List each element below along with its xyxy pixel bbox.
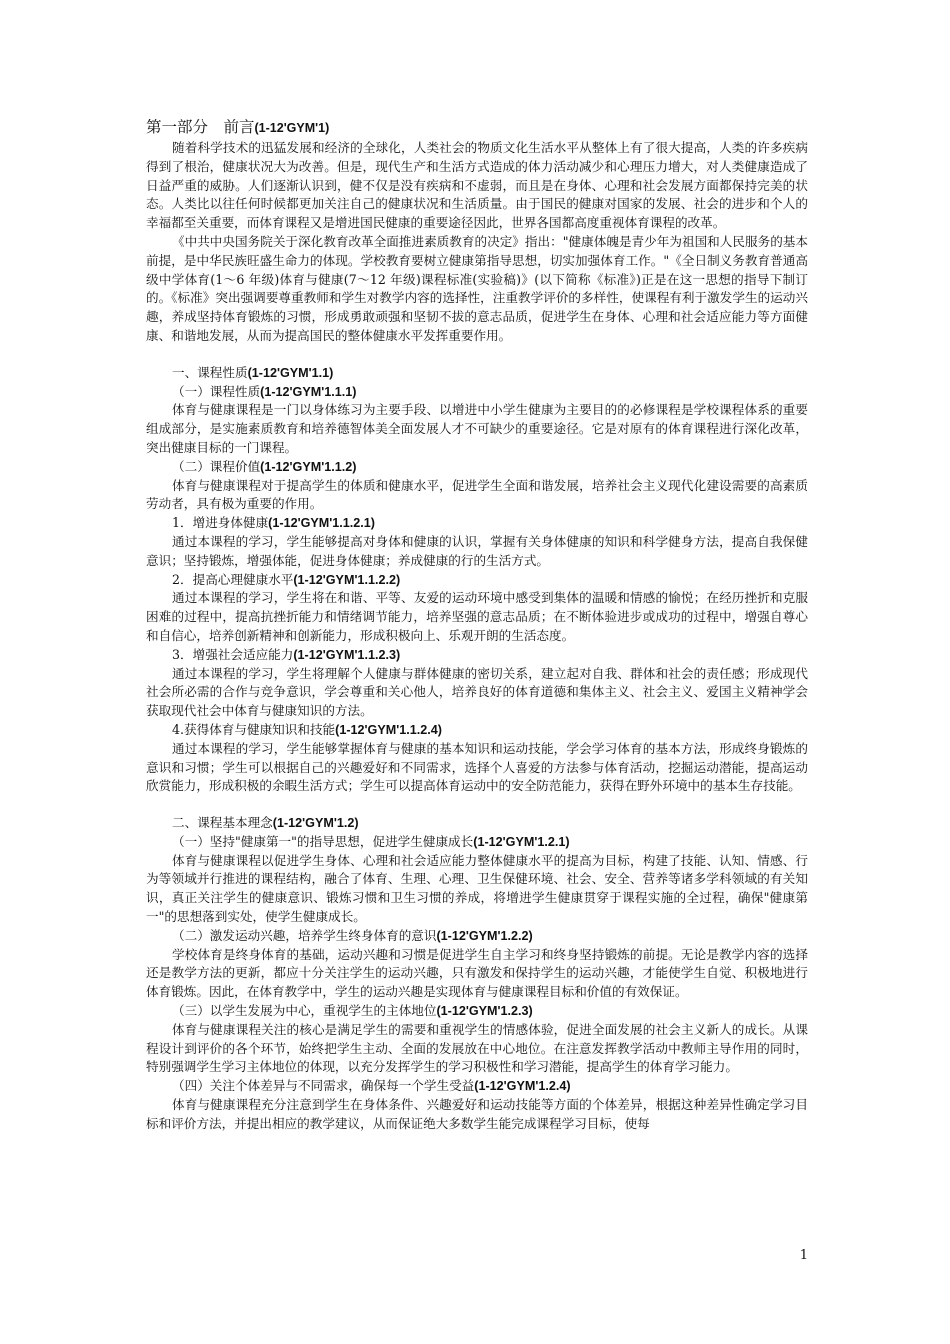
value-item-paragraph-2: 通过本课程的学习，学生将在和谐、平等、友爱的运动环境中感受到集体的温暖和情感的愉悦；在经历挫折和克服困难的过程中，提高抗挫折能力和情绪调节能力，培养坚强的意志品质；在不断体验进步或成功的过程中，增强自尊心和自信心，培养创新精神和创新能力，形成积极向上、乐观开朗的生活态度。 <box>146 590 808 643</box>
value-item-heading-1 <box>146 514 808 533</box>
value-item-text: 1．增进身体健康 <box>172 515 269 531</box>
concept-heading-code: (1-12'GYM'1.2.1) <box>473 834 570 849</box>
section1-sub2-paragraph: 体育与健康课程对于提高学生的体质和健康水平，促进学生全面和谐发展，培养社会主义现代化建设需要的高素质劳动者，具有极为重要的作用。 <box>146 477 808 512</box>
concept-heading-1 <box>146 833 808 852</box>
section1-heading-text: 一、课程性质 <box>172 364 248 380</box>
value-item-code: (1-12'GYM'1.1.2.1) <box>268 516 375 531</box>
intro-paragraph-2: 《中共中央国务院关于深化教育改革全面推进素质教育的决定》指出："健康体魄是青少年为祖国和人民服务的基本前提，是中华民族旺盛生命力的体现。学校教育要树立健康第指导思想，切实加强体育工作。"《全日制义务教育普通高级中学体育(1～6 年级)体育与健康(7～12 年级)课程标准(实验稿)》(以下简称《标准》)正是在这一思想的指导下制订的。《标准》突出强调要尊重教师和学生对教学内容的选择性，注重教学评价的多样性，使课程有利于激发学生的运动兴趣，养成坚持体育锻炼的习惯，形成勇敢顽强和坚韧不拔的意志品质，促进学生在身体、心理和社会适应能力等方面健康、和谐地发展，从而为提高国民的整体健康水平发挥重要作用。 <box>146 233 808 343</box>
section1-heading <box>146 364 808 383</box>
section-spacer <box>146 796 808 814</box>
section1-sub1-paragraph: 体育与健康课程是一门以身体练习为主要手段、以增进中小学生健康为主要目的的必修课程是学校课程体系的重要组成部分，是实施素质教育和培养德智体美全面发展人才不可缺少的重要途径。它是对原有的体育课程进行深化改革，突出健康目标的一门课程。 <box>146 402 808 455</box>
section-spacer <box>146 346 808 364</box>
value-item-paragraph-4: 通过本课程的学习，学生能够掌握体育与健康的基本知识和运动技能，学会学习体育的基本方法，形成终身锻炼的意识和习惯；学生可以根据自己的兴趣爱好和不同需求，选择个人喜爱的方法参与体育活动，挖掘运动潜能，提高运动欣赏能力，形成积极的余暇生活方式；学生可以提高体育运动中的安全防范能力，获得在野外环境中的基本生存技能。 <box>146 740 808 794</box>
section1-sub1-text: （一）课程性质 <box>172 383 261 399</box>
section2-heading <box>146 814 808 833</box>
value-item-text: 4.获得体育与健康知识和技能 <box>172 721 336 737</box>
page-number: 1 <box>799 1248 808 1263</box>
section2-heading-text: 二、课程基本理念 <box>172 815 273 831</box>
value-item-heading-4 <box>146 721 808 740</box>
value-item-paragraph-3: 通过本课程的学习，学生将理解个人健康与群体健康的密切关系，建立起对自我、群体和社会的责任感；形成现代社会所必需的合作与竞争意识，学会尊重和关心他人，培养良好的体育道德和集体主义、社会主义、爱国主义精神学会获取现代社会中体育与健康知识的方法。 <box>146 665 808 719</box>
document-page <box>146 116 808 1134</box>
part-title-code: (1-12'GYM'1) <box>254 121 330 135</box>
value-item-code: (1-12'GYM'1.1.2.2) <box>293 572 401 587</box>
value-item-code: (1-12'GYM'1.1.2.3) <box>293 647 401 662</box>
concept-heading-code: (1-12'GYM'1.2.4) <box>474 1079 571 1094</box>
section1-sub1-code: (1-12'GYM'1.1.1) <box>260 384 357 399</box>
section2-heading-code: (1-12'GYM'1.2) <box>272 816 359 831</box>
value-item-heading-3 <box>146 646 808 665</box>
part-title-text: 第一部分 前言 <box>146 118 255 136</box>
part-title <box>146 116 808 139</box>
concept-paragraph-4: 体育与健康课程充分注意到学生在身体条件、兴趣爱好和运动技能等方面的个体差异，根据这种差异性确定学习目标和评价方法，并提出相应的教学建议，从而保证绝大多数学生能完成课程学习目标，使每 <box>146 1097 808 1131</box>
value-item-code: (1-12'GYM'1.1.2.4) <box>335 722 442 737</box>
concept-heading-text: （四）关注个体差异与不同需求，确保每一个学生受益 <box>172 1078 475 1094</box>
concept-paragraph-3: 体育与健康课程关注的核心是满足学生的需要和重视学生的情感体验，促进全面发展的社会主义新人的成长。从课程设计到评价的各个环节，始终把学生主动、全面的发展放在中心地位。在注意发挥教学活动中教师主导作用的同时，特别强调学生学习主体地位的体现，以充分发挥学生的学习积极性和学习潜能，提高学生的体育学习能力。 <box>146 1021 808 1075</box>
concept-heading-code: (1-12'GYM'1.2.3) <box>436 1004 533 1019</box>
concept-heading-text: （三）以学生发展为中心，重视学生的主体地位 <box>172 1003 437 1019</box>
section1-sub2-code: (1-12'GYM'1.1.2) <box>260 459 357 474</box>
concept-heading-2 <box>146 927 808 946</box>
value-item-text: 3．增强社会适应能力 <box>172 646 294 662</box>
value-item-heading-2 <box>146 571 808 590</box>
intro-paragraph-1: 随着科学技术的迅猛发展和经济的全球化，人类社会的物质文化生活水平从整体上有了很大提高，人类的许多疾病得到了根治，健康状况大为改善。但是，现代生产和生活方式造成的体力活动减少和心理压力增大，对人类健康造成了日益严重的威胁。人们逐渐认识到，健不仅是没有疾病和不虚弱，而且是在身体、心理和社会发展方面都保持完美的状态。人类比以往任何时候都更加关注自己的健康状况和生活质量。由于国民的健康对国家的发展、社会的进步和个人的幸福都至关重要，而体育课程又是增进国民健康的重要途径因此，世界各国都高度重视体育课程的改革。 <box>146 140 808 231</box>
concept-heading-text: （二）激发运动兴趣，培养学生终身体育的意识 <box>172 927 437 943</box>
concept-paragraph-1: 体育与健康课程以促进学生身体、心理和社会适应能力整体健康水平的提高为目标，构建了技能、认知、情感、行为等领域并行推进的课程结构，融合了体育、生理、心理、卫生保健环境、社会、安全、营养等诸多学科领域的有关知识，真正关注学生的健康意识、锻炼习惯和卫生习惯的养成，将增进学生健康贯穿于课程实施的全过程，确保"健康第一"的思想落到实处，使学生健康成长。 <box>146 852 808 925</box>
concept-heading-3 <box>146 1002 808 1021</box>
section1-sub2-heading <box>146 458 808 477</box>
section1-heading-code: (1-12'GYM'1.1) <box>247 365 334 380</box>
value-item-paragraph-1: 通过本课程的学习，学生能够提高对身体和健康的认识，掌握有关身体健康的知识和科学健身方法，提高自我保健意识；坚持锻炼，增强体能，促进身体健康；养成健康的行的生活方式。 <box>146 533 808 568</box>
section1-sub2-text: （二）课程价值 <box>172 458 261 474</box>
concept-paragraph-2: 学校体育是终身体育的基础，运动兴趣和习惯是促进学生自主学习和终身坚持锻炼的前提。无论是教学内容的选择还是教学方法的更新，都应十分关注学生的运动兴趣，只有激发和保持学生的运动兴趣，才能使学生自觉、积极地进行体育锻炼。因此，在体育教学中，学生的运动兴趣是实现体育与健康课程目标和价值的有效保证。 <box>146 946 808 1000</box>
value-item-text: 2．提高心理健康水平 <box>172 571 294 587</box>
concept-heading-4 <box>146 1077 808 1096</box>
concept-heading-text: （一）坚持"健康第一"的指导思想，促进学生健康成长 <box>172 833 474 849</box>
section1-sub1-heading <box>146 383 808 402</box>
concept-heading-code: (1-12'GYM'1.2.2) <box>436 928 533 943</box>
